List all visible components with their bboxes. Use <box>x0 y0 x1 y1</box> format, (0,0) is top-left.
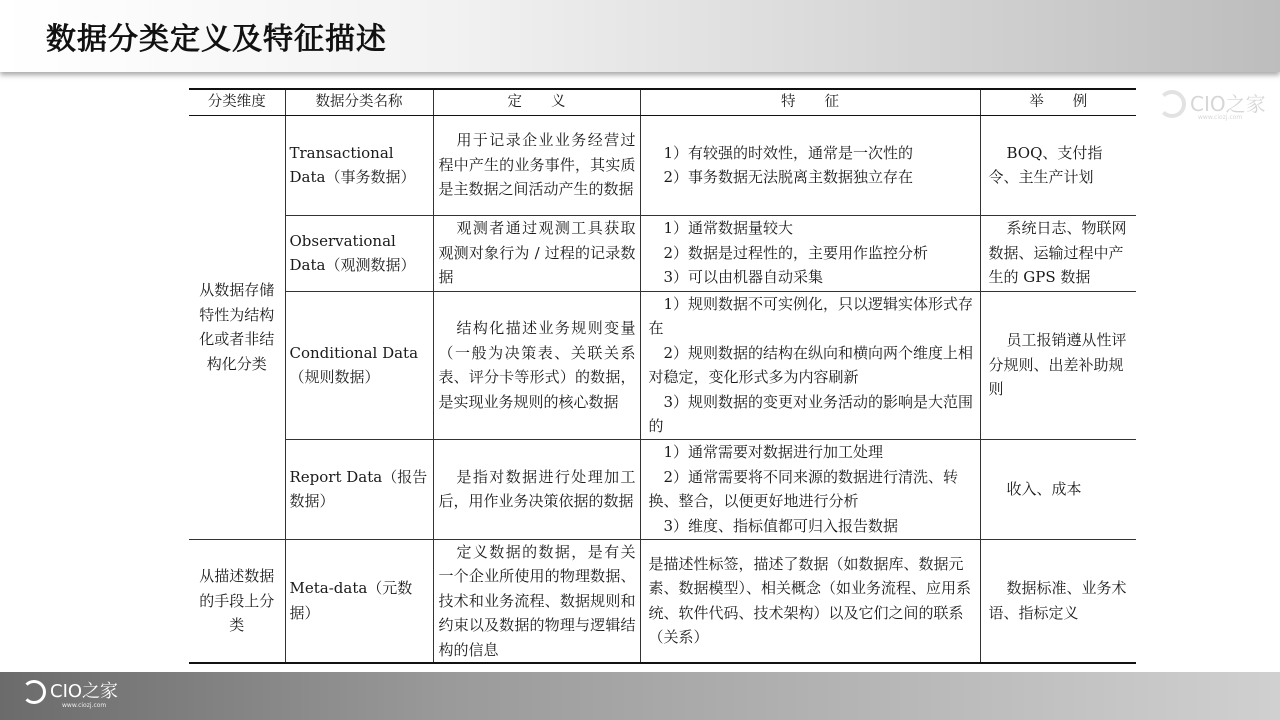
name-cell: Transactional Data（事务数据） <box>285 115 433 215</box>
header-dimension: 分类维度 <box>189 89 285 115</box>
example-cell: 数据标准、业务术语、指标定义 <box>980 539 1136 663</box>
feature-line: 3）规则数据的变更对业务活动的影响是大范围的 <box>648 392 974 435</box>
definition-cell: 定义数据的数据，是有关一个企业所使用的物理数据、技术和业务流程、数据规则和约束以及数据的物理与逻辑结构的信息 <box>433 539 640 663</box>
feature-line: 3）维度、指标值都可归入报告数据 <box>663 516 899 535</box>
features-cell <box>640 215 980 291</box>
logo-ring-icon <box>1158 90 1186 118</box>
example-cell: BOQ、支付指令、主生产计划 <box>980 115 1136 215</box>
footer-logo <box>22 680 119 709</box>
feature-line: 2）通常需要将不同来源的数据进行清洗、转换、整合，以便更好地进行分析 <box>648 467 959 510</box>
definition-cell: 观测者通过观测工具获取观测对象行为 / 过程的记录数据 <box>433 215 640 291</box>
footer-logo-text: CIO之家 <box>50 681 119 702</box>
feature-line: 是描述性标签，描述了数据（如数据库、数据元素、数据模型）、相关概念（如业务流程、应用系统、软件代码、技术架构）以及它们之间的联系（关系） <box>648 554 972 647</box>
feature-line: 2）规则数据的结构在纵向和横向两个维度上相对稳定，变化形式多为内容刷新 <box>648 343 974 386</box>
example-cell: 收入、成本 <box>980 439 1136 539</box>
definition-cell: 用于记录企业业务经营过程中产生的业务事件，其实质是主数据之间活动产生的数据 <box>433 115 640 215</box>
name-cell: Meta-data（元数据） <box>285 539 433 663</box>
example-cell: 系统日志、物联网数据、运输过程中产生的 GPS 数据 <box>980 215 1136 291</box>
features-cell <box>640 539 980 663</box>
table-row <box>189 291 1136 439</box>
table-row <box>189 539 1136 663</box>
feature-line: 2）事务数据无法脱离主数据独立存在 <box>663 168 914 186</box>
table-row <box>189 439 1136 539</box>
feature-line: 1）有较强的时效性，通常是一次性的 <box>663 143 914 162</box>
footer-bar <box>0 672 1280 720</box>
features-cell <box>640 439 980 539</box>
watermark-logo-url: www.ciozj.com <box>1198 114 1243 121</box>
definition-cell: 结构化描述业务规则变量（一般为决策表、关联关系表、评分卡等形式）的数据，是实现业务规则的核心数据 <box>433 291 640 439</box>
header-example: 举 例 <box>980 89 1136 115</box>
page-title: 数据分类定义及特征描述 <box>46 22 387 57</box>
header-definition: 定 义 <box>433 89 640 115</box>
data-classification-table <box>189 88 1136 664</box>
name-cell: Conditional Data（规则数据） <box>285 291 433 439</box>
name-cell: Report Data（报告数据） <box>285 439 433 539</box>
feature-line: 3）可以由机器自动采集 <box>663 268 824 287</box>
dimension-cell: 从描述数据的手段上分类 <box>189 539 285 663</box>
watermark-logo-text: CIO之家 <box>1190 92 1266 116</box>
header-name: 数据分类名称 <box>285 89 433 115</box>
watermark-logo <box>1158 90 1266 121</box>
title-bar <box>0 0 1280 72</box>
header-features: 特 征 <box>640 89 980 115</box>
footer-logo-url: www.ciozj.com <box>62 702 107 709</box>
example-cell: 员工报销遵从性评分规则、出差补助规则 <box>980 291 1136 439</box>
features-cell <box>640 115 980 215</box>
name-cell: Observational Data（观测数据） <box>285 215 433 291</box>
feature-line: 1）通常需要对数据进行加工处理 <box>663 443 884 461</box>
feature-line: 2）数据是过程性的，主要用作监控分析 <box>663 243 929 262</box>
feature-line: 1）规则数据不可实例化，只以逻辑实体形式存在 <box>648 294 974 337</box>
features-cell <box>640 291 980 439</box>
table-header-row <box>189 89 1136 115</box>
definition-cell: 是指对数据进行处理加工后，用作业务决策依据的数据 <box>433 439 640 539</box>
table-row <box>189 215 1136 291</box>
logo-ring-icon <box>22 680 46 704</box>
table-row <box>189 115 1136 215</box>
feature-line: 1）通常数据量较大 <box>663 219 794 238</box>
dimension-cell: 从数据存储特性为结构化或者非结构化分类 <box>189 115 285 539</box>
